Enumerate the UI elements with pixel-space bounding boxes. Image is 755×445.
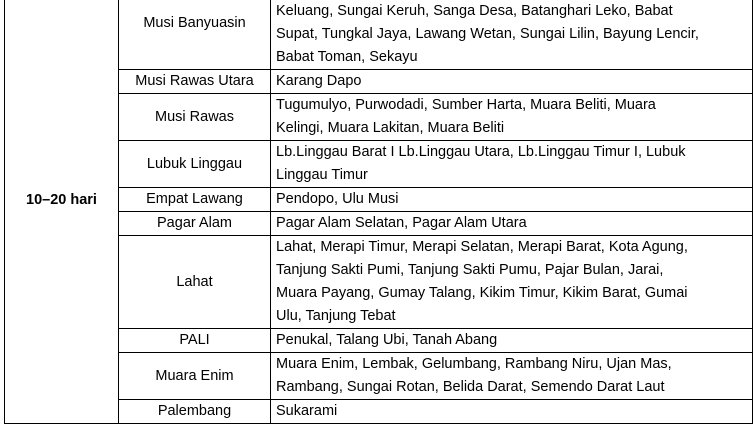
districts-cell — [271, 400, 753, 424]
district-line: Penukal, Talang Ubi, Tanah Abang — [276, 332, 498, 348]
district-line: Muara Payang, Gumay Talang, Kikim Timur, Kikim Barat, Gumai — [276, 285, 688, 301]
district-line: Ulu, Tanjung Tebat — [276, 308, 396, 324]
district-line: Pagar Alam Selatan, Pagar Alam Utara — [276, 215, 527, 231]
region-cell: Lubuk Linggau — [119, 141, 271, 188]
districts-cell — [271, 141, 753, 188]
districts-cell — [271, 188, 753, 212]
district-line: Linggau Timur — [276, 167, 368, 183]
district-line: Pendopo, Ulu Musi — [276, 191, 399, 207]
districts-cell — [271, 94, 753, 141]
region-cell: Muara Enim — [119, 353, 271, 400]
districts-cell — [271, 0, 753, 70]
district-line: Babat Toman, Sekayu — [276, 49, 418, 65]
district-line: Karang Dapo — [276, 73, 362, 89]
region-cell: Musi Banyuasin — [119, 0, 271, 70]
region-cell: Lahat — [119, 236, 271, 329]
district-line: Lb.Linggau Barat I Lb.Linggau Utara, Lb.Linggau Timur I, Lubuk — [276, 144, 686, 160]
table-body — [5, 0, 753, 424]
region-cell: Empat Lawang — [119, 188, 271, 212]
region-cell: Palembang — [119, 400, 271, 424]
district-table — [4, 0, 753, 424]
district-line: Lahat, Merapi Timur, Merapi Selatan, Merapi Barat, Kota Agung, — [276, 239, 688, 255]
districts-cell — [271, 329, 753, 353]
district-line: Kelingi, Muara Lakitan, Muara Beliti — [276, 120, 505, 136]
districts-cell — [271, 212, 753, 236]
district-line: Sukarami — [276, 403, 338, 419]
district-line: Muara Enim, Lembak, Gelumbang, Rambang Niru, Ujan Mas, — [276, 356, 672, 372]
district-line: Keluang, Sungai Keruh, Sanga Desa, Batanghari Leko, Babat — [276, 3, 673, 19]
district-line: Supat, Tungkal Jaya, Lawang Wetan, Sungai Lilin, Bayung Lencir, — [276, 26, 699, 42]
districts-cell — [271, 236, 753, 329]
region-cell: Pagar Alam — [119, 212, 271, 236]
region-cell: PALI — [119, 329, 271, 353]
district-line: Rambang, Sungai Rotan, Belida Darat, Semendo Darat Laut — [276, 379, 665, 395]
region-cell: Musi Rawas — [119, 94, 271, 141]
period-cell: 10–20 hari — [5, 0, 119, 424]
district-line: Tugumulyo, Purwodadi, Sumber Harta, Muara Beliti, Muara — [276, 97, 656, 113]
districts-cell — [271, 353, 753, 400]
region-cell: Musi Rawas Utara — [119, 70, 271, 94]
districts-cell — [271, 70, 753, 94]
district-line: Tanjung Sakti Pumi, Tanjung Sakti Pumu, Pajar Bulan, Jarai, — [276, 262, 664, 278]
table-row — [5, 0, 753, 70]
